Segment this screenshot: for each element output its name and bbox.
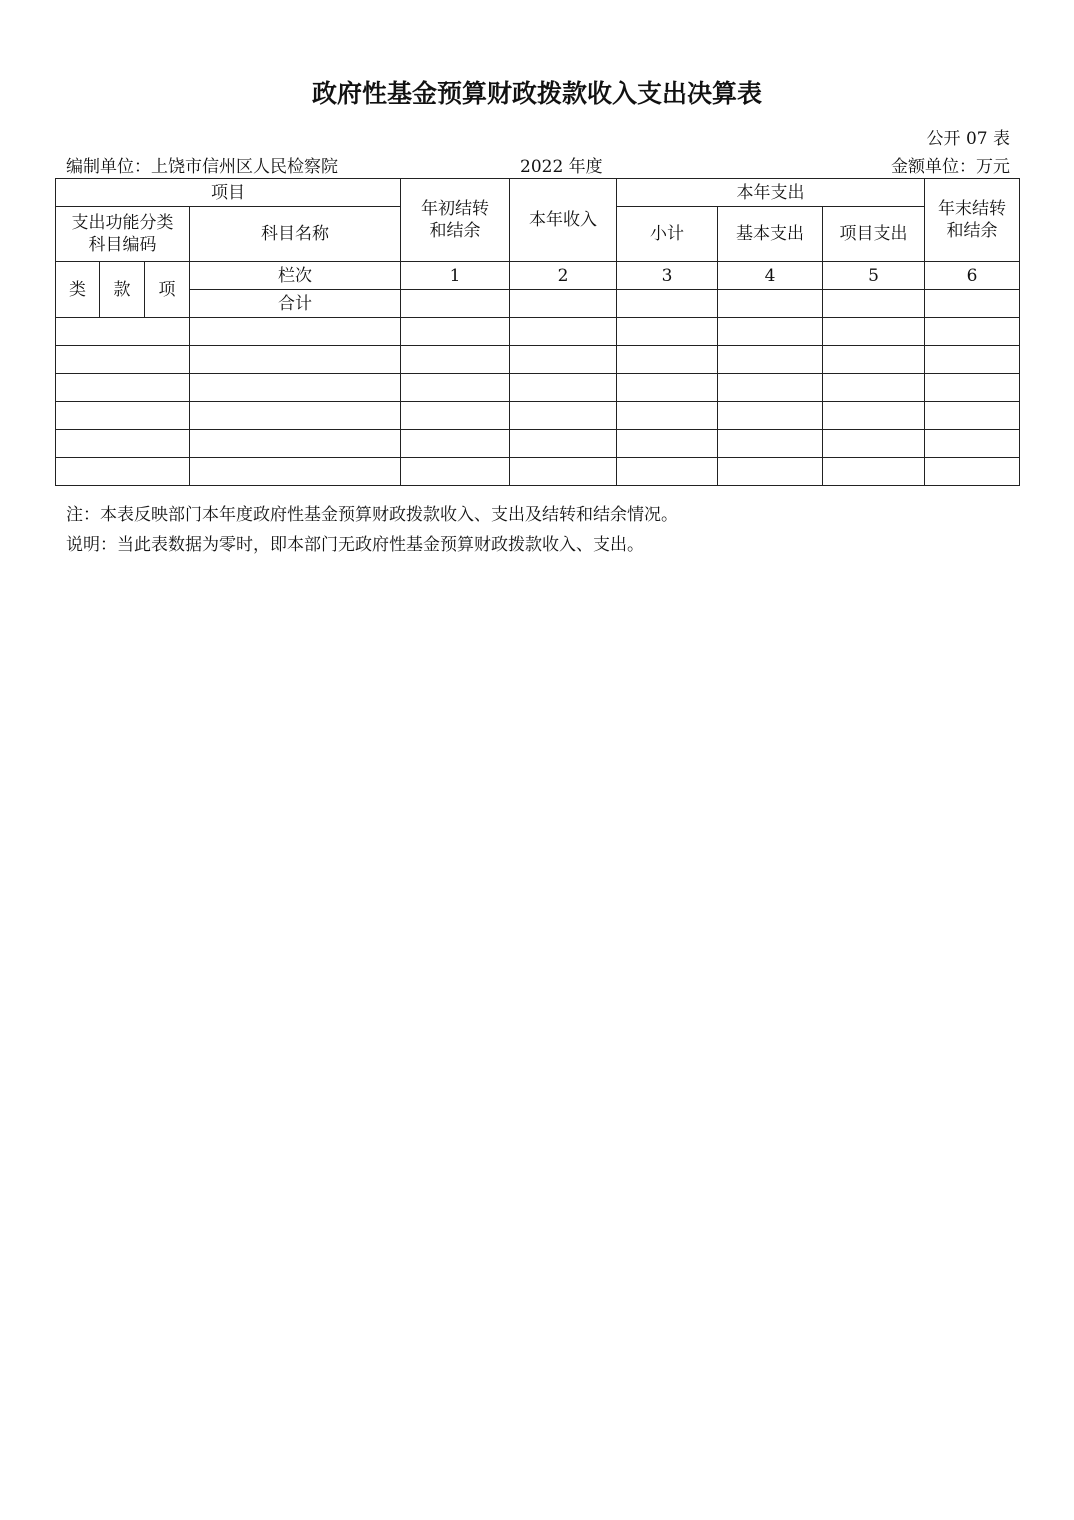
table-row <box>56 458 1020 486</box>
form-number: 公开 07 表 <box>926 129 1010 149</box>
value-cell <box>617 346 718 374</box>
col-num-3: 3 <box>617 262 718 290</box>
name-cell <box>190 374 401 402</box>
header-kuan: 款 <box>100 262 145 318</box>
name-cell <box>190 402 401 430</box>
value-cell <box>823 346 925 374</box>
header-xiang: 项 <box>145 262 190 318</box>
budget-table <box>55 178 1020 486</box>
value-cell <box>718 458 823 486</box>
header-current-expense: 本年支出 <box>617 179 925 207</box>
code-cell <box>56 458 190 486</box>
value-cell <box>617 318 718 346</box>
column-number-row <box>56 262 1020 290</box>
value-cell <box>823 402 925 430</box>
col-num-4: 4 <box>718 262 823 290</box>
table-row <box>56 374 1020 402</box>
value-cell <box>718 346 823 374</box>
header-project-expense: 项目支出 <box>823 207 925 262</box>
col-num-5: 5 <box>823 262 925 290</box>
amount-unit: 金额单位：万元 <box>891 157 1010 177</box>
header-project: 项目 <box>56 179 401 207</box>
header-func-class-code: 支出功能分类 科目编码 <box>56 207 190 262</box>
header-current-income: 本年收入 <box>510 179 617 262</box>
total-cell <box>925 290 1020 318</box>
code-cell <box>56 346 190 374</box>
page-title: 政府性基金预算财政拨款收入支出决算表 <box>311 79 762 108</box>
value-cell <box>718 402 823 430</box>
header-cat: 类 <box>56 262 100 318</box>
value-cell <box>823 458 925 486</box>
header-subtotal: 小计 <box>617 207 718 262</box>
compiling-unit: 编制单位：上饶市信州区人民检察院 <box>66 157 338 177</box>
col-num-1: 1 <box>401 262 510 290</box>
header-column-no: 栏次 <box>190 262 401 290</box>
value-cell <box>401 402 510 430</box>
note-text: 注：本表反映部门本年度政府性基金预算财政拨款收入、支出及结转和结余情况。 <box>66 505 678 525</box>
value-cell <box>401 458 510 486</box>
value-cell <box>823 430 925 458</box>
table-row <box>56 430 1020 458</box>
table-row <box>56 346 1020 374</box>
value-cell <box>925 346 1020 374</box>
name-cell <box>190 346 401 374</box>
value-cell <box>925 458 1020 486</box>
col-num-6: 6 <box>925 262 1020 290</box>
value-cell <box>925 402 1020 430</box>
value-cell <box>401 346 510 374</box>
code-cell <box>56 402 190 430</box>
fiscal-year: 2022 年度 <box>520 157 603 177</box>
value-cell <box>617 374 718 402</box>
table-row <box>56 402 1020 430</box>
code-cell <box>56 430 190 458</box>
name-cell <box>190 458 401 486</box>
code-cell <box>56 374 190 402</box>
value-cell <box>823 318 925 346</box>
total-row <box>56 290 1020 318</box>
value-cell <box>401 430 510 458</box>
table-row <box>56 318 1020 346</box>
value-cell <box>401 318 510 346</box>
total-cell <box>823 290 925 318</box>
value-cell <box>401 374 510 402</box>
total-cell <box>718 290 823 318</box>
total-label: 合计 <box>190 290 401 318</box>
explanation-text: 说明：当此表数据为零时，即本部门无政府性基金预算财政拨款收入、支出。 <box>66 535 644 555</box>
value-cell <box>925 430 1020 458</box>
name-cell <box>190 318 401 346</box>
value-cell <box>718 430 823 458</box>
header-basic-expense: 基本支出 <box>718 207 823 262</box>
total-cell <box>617 290 718 318</box>
value-cell <box>718 318 823 346</box>
col-num-2: 2 <box>510 262 617 290</box>
notes <box>66 500 678 560</box>
header-closing-balance: 年末结转 和结余 <box>925 179 1020 262</box>
value-cell <box>510 402 617 430</box>
value-cell <box>617 430 718 458</box>
value-cell <box>617 402 718 430</box>
value-cell <box>510 318 617 346</box>
total-cell <box>510 290 617 318</box>
header-row-1 <box>56 179 1020 207</box>
value-cell <box>617 458 718 486</box>
name-cell <box>190 430 401 458</box>
total-cell <box>401 290 510 318</box>
code-cell <box>56 318 190 346</box>
value-cell <box>510 430 617 458</box>
value-cell <box>510 346 617 374</box>
value-cell <box>510 458 617 486</box>
value-cell <box>925 374 1020 402</box>
value-cell <box>718 374 823 402</box>
value-cell <box>823 374 925 402</box>
value-cell <box>510 374 617 402</box>
header-opening-balance: 年初结转 和结余 <box>401 179 510 262</box>
value-cell <box>925 318 1020 346</box>
header-subject-name: 科目名称 <box>190 207 401 262</box>
